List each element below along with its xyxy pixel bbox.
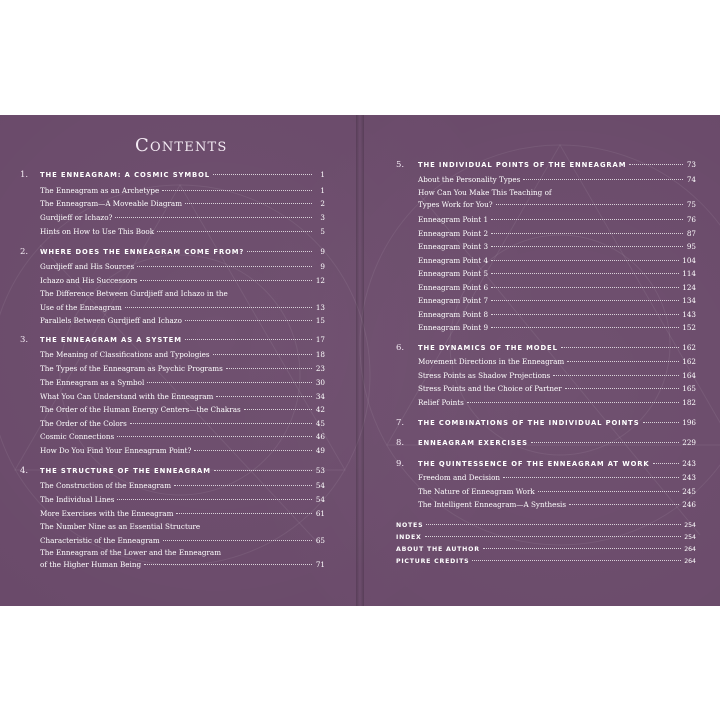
toc-section-row xyxy=(20,547,325,559)
toc-section-row xyxy=(20,418,325,430)
section-title: The Difference Between Gurdjieff and Ichazo in the xyxy=(40,289,228,298)
toc-chapter-row xyxy=(396,159,696,171)
section-title: The Enneagram as an Archetype xyxy=(40,186,160,195)
section-title: Relief Points xyxy=(418,398,464,407)
page-number: 46 xyxy=(315,432,325,441)
page-number: 229 xyxy=(682,438,696,447)
dot-leader xyxy=(565,388,680,389)
page-number: 61 xyxy=(315,509,325,518)
toc-section-row xyxy=(396,174,696,186)
toc-section-row xyxy=(20,559,325,571)
section-title: More Exercises with the Enneagram xyxy=(40,509,174,518)
section-title: About the Personality Types xyxy=(418,175,521,184)
dot-leader xyxy=(185,203,312,204)
toc-section-row xyxy=(396,241,696,253)
toc-backmatter-row xyxy=(396,532,696,544)
dot-leader xyxy=(162,190,312,191)
toc-section-row xyxy=(396,268,696,280)
section-title: The Enneagram of the Lower and the Enneagram xyxy=(40,548,222,557)
dot-leader xyxy=(567,361,679,362)
section-title: Hints on How to Use This Book xyxy=(40,227,155,236)
toc-section-row xyxy=(396,295,696,307)
toc-section-row xyxy=(396,499,696,511)
dot-leader xyxy=(174,485,312,486)
page-number: 104 xyxy=(682,256,696,265)
dot-leader xyxy=(561,347,679,348)
chapter-number: 1. xyxy=(20,170,29,180)
dot-leader xyxy=(247,251,312,252)
toc-section-row xyxy=(396,199,696,211)
toc-chapter-row xyxy=(396,437,696,449)
page-number: 30 xyxy=(315,378,325,387)
page-number: 73 xyxy=(686,160,696,169)
section-title: Characteristic of the Enneagram xyxy=(40,536,160,545)
dot-leader xyxy=(491,300,679,301)
backmatter-title: ABOUT THE AUTHOR xyxy=(396,546,480,553)
toc-section-row xyxy=(396,322,696,334)
toc-chapter-row xyxy=(20,334,325,346)
dot-leader xyxy=(523,179,683,180)
section-title: Enneagram Point 9 xyxy=(418,323,489,332)
toc-section-row xyxy=(396,309,696,321)
page-number: 2 xyxy=(320,199,325,208)
book-gutter xyxy=(356,115,364,606)
section-title: The Meaning of Classifications and Typologies xyxy=(40,350,210,359)
chapter-number: 6. xyxy=(396,343,405,353)
page-number: 53 xyxy=(315,466,325,475)
toc-chapter-row xyxy=(396,417,696,429)
dot-leader xyxy=(483,548,681,549)
dot-leader xyxy=(491,219,683,220)
dot-leader xyxy=(140,280,312,281)
page-number: 15 xyxy=(315,316,325,325)
toc-section-row xyxy=(20,275,325,287)
toc-section-row xyxy=(20,480,325,492)
dot-leader xyxy=(157,231,312,232)
toc-section-row xyxy=(20,535,325,547)
page-number: 87 xyxy=(686,229,696,238)
toc-section-row xyxy=(20,521,325,533)
dot-leader xyxy=(553,375,679,376)
chapter-title: THE STRUCTURE OF THE ENNEAGRAM xyxy=(40,467,211,475)
section-title: Stress Points as Shadow Projections xyxy=(418,371,551,380)
dot-leader xyxy=(491,233,683,234)
section-title: Types Work for You? xyxy=(418,200,493,209)
dot-leader xyxy=(538,491,679,492)
dot-leader xyxy=(629,164,683,165)
book-spread xyxy=(0,115,720,606)
toc-section-row xyxy=(396,472,696,484)
toc-chapter-row xyxy=(396,342,696,354)
section-title: Enneagram Point 3 xyxy=(418,242,489,251)
chapter-title: WHERE DOES THE ENNEAGRAM COME FROM? xyxy=(40,248,245,256)
chapter-number: 4. xyxy=(20,466,29,476)
page-number: 182 xyxy=(682,398,696,407)
toc-section-row xyxy=(396,255,696,267)
toc-chapter-row xyxy=(20,246,325,258)
dot-leader xyxy=(496,204,683,205)
toc-section-row xyxy=(20,445,325,457)
dot-leader xyxy=(643,422,680,423)
dot-leader xyxy=(185,320,312,321)
toc-section-row xyxy=(20,261,325,273)
page-number: 45 xyxy=(315,419,325,428)
page-number: 114 xyxy=(682,269,696,278)
toc-section-row xyxy=(396,356,696,368)
page-number: 254 xyxy=(684,522,696,529)
toc-section-row xyxy=(20,302,325,314)
chapter-title: THE ENNEAGRAM AS A SYSTEM xyxy=(40,336,182,344)
dot-leader xyxy=(214,470,312,471)
toc-section-row xyxy=(20,198,325,210)
page-number: 54 xyxy=(315,481,325,490)
page-number: 75 xyxy=(686,200,696,209)
backmatter-title: PICTURE CREDITS xyxy=(396,558,470,565)
toc-section-row xyxy=(20,315,325,327)
chapter-title: THE COMBINATIONS OF THE INDIVIDUAL POINTS xyxy=(418,419,640,427)
toc-section-row xyxy=(396,397,696,409)
page-number: 5 xyxy=(320,227,325,236)
chapter-number: 3. xyxy=(20,335,29,345)
dot-leader xyxy=(569,504,679,505)
section-title: Parallels Between Gurdjieff and Ichazo xyxy=(40,316,182,325)
dot-leader xyxy=(130,423,312,424)
dot-leader xyxy=(163,540,312,541)
page-number: 243 xyxy=(682,459,696,468)
chapter-number: 9. xyxy=(396,459,405,469)
section-title: Freedom and Decision xyxy=(418,473,501,482)
dot-leader xyxy=(144,564,312,565)
dot-leader xyxy=(426,524,681,525)
page-number: 74 xyxy=(686,175,696,184)
dot-leader xyxy=(491,273,679,274)
toc-section-row xyxy=(20,508,325,520)
dot-leader xyxy=(653,463,680,464)
page-number: 1 xyxy=(320,170,325,179)
page-number: 71 xyxy=(315,560,325,569)
chapter-title: THE INDIVIDUAL POINTS OF THE ENNEAGRAM xyxy=(418,161,627,169)
page-number: 164 xyxy=(682,371,696,380)
dot-leader xyxy=(491,287,679,288)
toc-section-row xyxy=(396,383,696,395)
section-title: Movement Directions in the Enneagram xyxy=(418,357,565,366)
right-page xyxy=(396,115,696,606)
page-number: 34 xyxy=(315,392,325,401)
chapter-number: 8. xyxy=(396,438,405,448)
section-title: The Individual Lines xyxy=(40,495,115,504)
dot-leader xyxy=(491,260,679,261)
dot-leader xyxy=(531,442,679,443)
section-title: The Intelligent Enneagram—A Synthesis xyxy=(418,500,567,509)
page-number: 12 xyxy=(315,276,325,285)
section-title: Enneagram Point 5 xyxy=(418,269,489,278)
page-number: 165 xyxy=(682,384,696,393)
section-title: Ichazo and His Successors xyxy=(40,276,138,285)
dot-leader xyxy=(176,513,312,514)
dot-leader xyxy=(467,402,679,403)
backmatter-title: INDEX xyxy=(396,534,422,541)
page-number: 162 xyxy=(682,343,696,352)
chapter-number: 5. xyxy=(396,160,405,170)
toc-section-row xyxy=(396,187,696,199)
dot-leader xyxy=(137,266,312,267)
section-title: Gurdjieff and His Sources xyxy=(40,262,135,271)
dot-leader xyxy=(226,368,312,369)
page-number: 162 xyxy=(682,357,696,366)
section-title: The Nature of Enneagram Work xyxy=(418,487,535,496)
toc-section-row xyxy=(396,282,696,294)
page-number: 1 xyxy=(320,186,325,195)
section-title: Enneagram Point 4 xyxy=(418,256,489,265)
section-title: of the Higher Human Being xyxy=(40,560,142,569)
page-number: 9 xyxy=(320,262,325,271)
page-number: 9 xyxy=(320,247,325,256)
page-number: 23 xyxy=(315,364,325,373)
chapter-title: ENNEAGRAM EXERCISES xyxy=(418,439,528,447)
page-number: 245 xyxy=(682,487,696,496)
toc-backmatter-row xyxy=(396,556,696,568)
section-title: The Enneagram—A Moveable Diagram xyxy=(40,199,183,208)
toc-section-row xyxy=(20,377,325,389)
page-number: 264 xyxy=(684,546,696,553)
toc-section-row xyxy=(20,288,325,300)
dot-leader xyxy=(491,246,683,247)
dot-leader xyxy=(115,217,312,218)
page-number: 65 xyxy=(315,536,325,545)
page-number: 196 xyxy=(682,418,696,427)
chapter-title: THE DYNAMICS OF THE MODEL xyxy=(418,344,558,352)
dot-leader xyxy=(147,382,312,383)
dot-leader xyxy=(213,354,312,355)
dot-leader xyxy=(117,499,312,500)
toc-section-row xyxy=(396,370,696,382)
section-title: Enneagram Point 6 xyxy=(418,283,489,292)
dot-leader xyxy=(491,314,679,315)
toc-section-row xyxy=(20,349,325,361)
page-number: 254 xyxy=(684,534,696,541)
section-title: The Types of the Enneagram as Psychic Programs xyxy=(40,364,223,373)
section-title: The Number Nine as an Essential Structure xyxy=(40,522,201,531)
dot-leader xyxy=(213,174,312,175)
dot-leader xyxy=(216,396,312,397)
page-number: 42 xyxy=(315,405,325,414)
toc-section-row xyxy=(20,404,325,416)
section-title: What You Can Understand with the Enneagram xyxy=(40,392,214,401)
section-title: Use of the Enneagram xyxy=(40,303,122,312)
page-number: 13 xyxy=(315,303,325,312)
section-title: Enneagram Point 1 xyxy=(418,215,489,224)
toc-section-row xyxy=(20,363,325,375)
toc-backmatter-row xyxy=(396,520,696,532)
toc-section-row xyxy=(20,212,325,224)
section-title: Gurdjieff or Ichazo? xyxy=(40,213,113,222)
toc-section-row xyxy=(20,494,325,506)
page-number: 264 xyxy=(684,558,696,565)
chapter-number: 7. xyxy=(396,418,405,428)
page-number: 54 xyxy=(315,495,325,504)
section-title: Enneagram Point 2 xyxy=(418,229,489,238)
page-number: 124 xyxy=(682,283,696,292)
left-page xyxy=(20,115,325,606)
dot-leader xyxy=(117,436,312,437)
page-number: 134 xyxy=(682,296,696,305)
page-number: 243 xyxy=(682,473,696,482)
toc-chapter-row xyxy=(20,465,325,477)
section-title: Enneagram Point 8 xyxy=(418,310,489,319)
section-title: The Order of the Colors xyxy=(40,419,127,428)
section-title: The Construction of the Enneagram xyxy=(40,481,172,490)
dot-leader xyxy=(194,450,312,451)
page-number: 18 xyxy=(315,350,325,359)
page-number: 17 xyxy=(315,335,325,344)
section-title: Cosmic Connections xyxy=(40,432,115,441)
section-title: How Do You Find Your Enneagram Point? xyxy=(40,446,192,455)
toc-section-row xyxy=(20,391,325,403)
page-number: 152 xyxy=(682,323,696,332)
contents-title: Contents xyxy=(135,135,228,156)
chapter-title: THE QUINTESSENCE OF THE ENNEAGRAM AT WORK xyxy=(418,460,650,468)
chapter-number: 2. xyxy=(20,247,29,257)
dot-leader xyxy=(472,560,681,561)
page-number: 3 xyxy=(320,213,325,222)
toc-section-row xyxy=(20,431,325,443)
toc-chapter-row xyxy=(396,458,696,470)
page-number: 95 xyxy=(686,242,696,251)
page-number: 76 xyxy=(686,215,696,224)
page-number: 49 xyxy=(315,446,325,455)
page-number: 143 xyxy=(682,310,696,319)
chapter-title: THE ENNEAGRAM: A COSMIC SYMBOL xyxy=(40,171,210,179)
toc-section-row xyxy=(396,486,696,498)
section-title: The Enneagram as a Symbol xyxy=(40,378,145,387)
toc-section-row xyxy=(20,185,325,197)
dot-leader xyxy=(425,536,682,537)
dot-leader xyxy=(491,327,679,328)
section-title: How Can You Make This Teaching of xyxy=(418,188,552,197)
toc-section-row xyxy=(396,214,696,226)
toc-section-row xyxy=(396,228,696,240)
toc-chapter-row xyxy=(20,169,325,181)
toc-section-row xyxy=(20,226,325,238)
dot-leader xyxy=(185,339,312,340)
dot-leader xyxy=(125,307,312,308)
dot-leader xyxy=(503,477,679,478)
backmatter-title: NOTES xyxy=(396,522,424,529)
section-title: Enneagram Point 7 xyxy=(418,296,489,305)
dot-leader xyxy=(244,409,312,410)
toc-backmatter-row xyxy=(396,544,696,556)
section-title: Stress Points and the Choice of Partner xyxy=(418,384,562,393)
page-number: 246 xyxy=(682,500,696,509)
section-title: The Order of the Human Energy Centers—the Chakras xyxy=(40,405,241,414)
